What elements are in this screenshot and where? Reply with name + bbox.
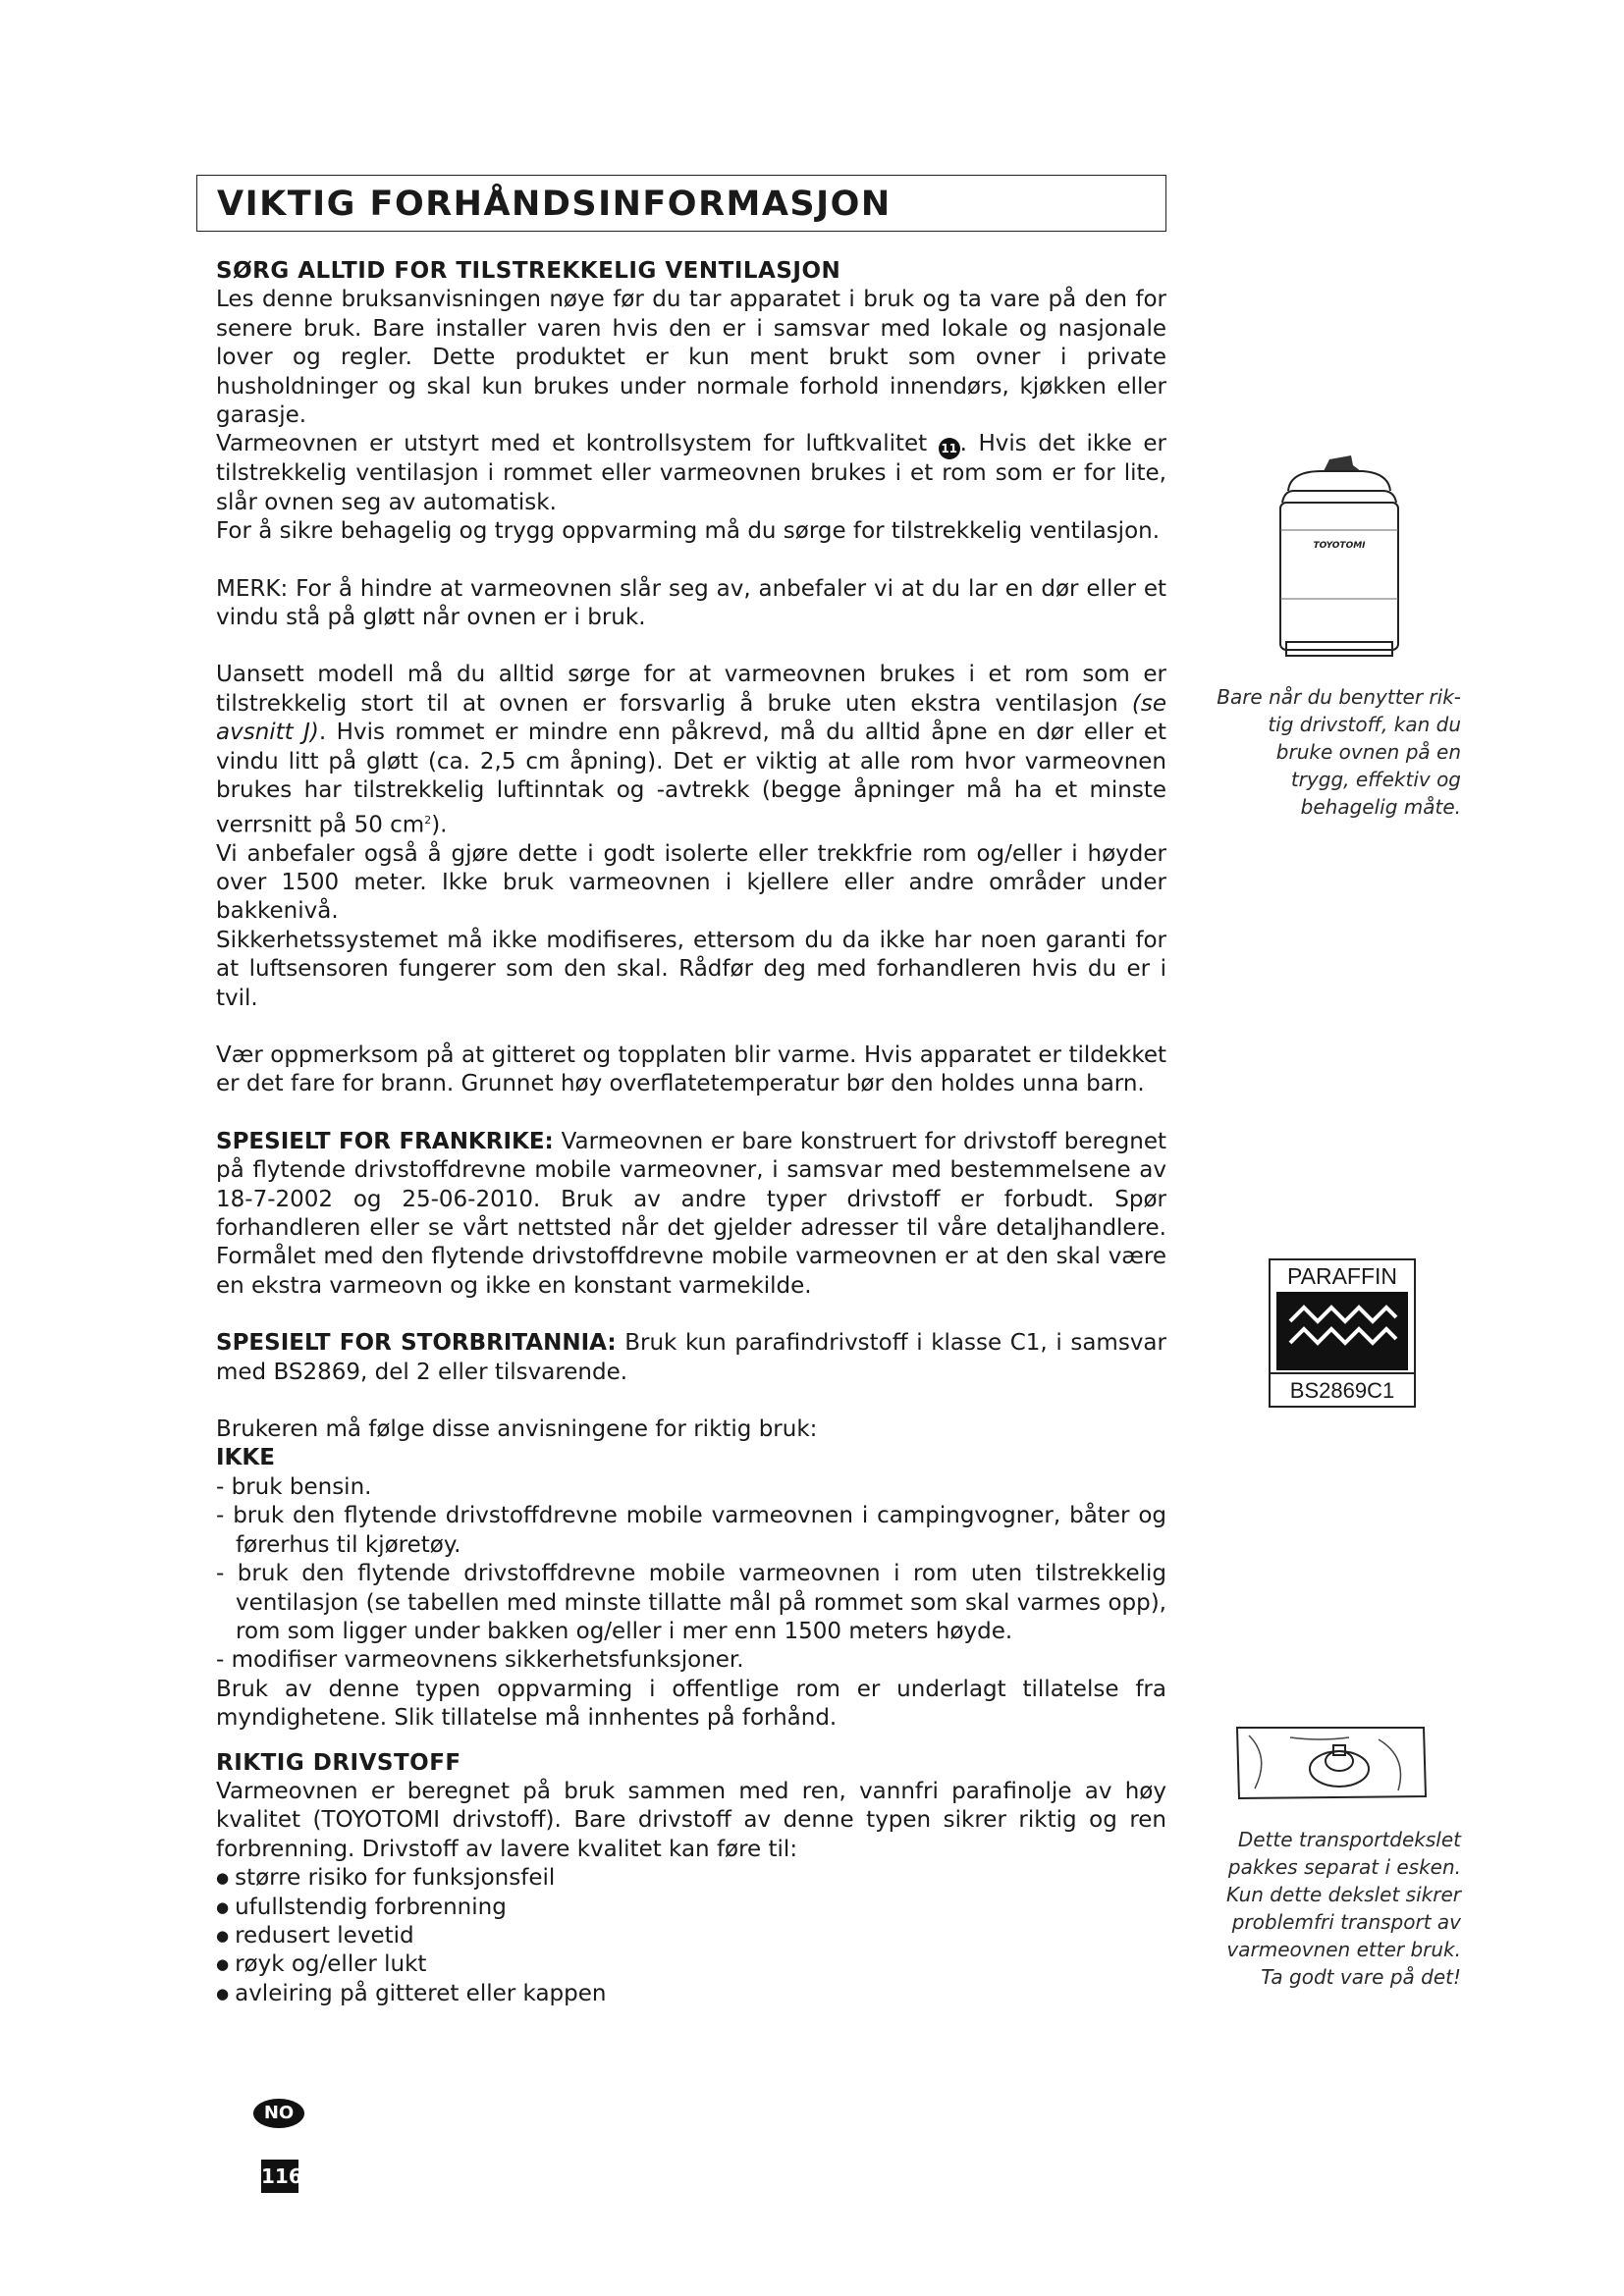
caption-line: problemfri transport av	[1231, 1910, 1461, 1934]
paragraph-insulated: Vi anbefaler også å gjøre dette i godt isolerte eller trekkfrie rom og/eller i høyder over 1500 meter. Ikke bruk varmeovnen i kjellere eller andre områder under bakkenivå.	[216, 840, 1166, 925]
paragraph-uk	[216, 1329, 1166, 1387]
paraffin-standard: BS2869C1	[1271, 1372, 1414, 1406]
caption-line: behagelig måte.	[1300, 795, 1461, 819]
caption-line: trygg, effektiv og	[1290, 768, 1461, 791]
dont-item: - bruk den flytende drivstoffdrevne mobile varmeovnen i rom uten tilstrekkelig ventilasjon (se tabellen med minste tillatte mål på rommet som skal varmes opp), rom som ligger under bakken og/eller i mer enn 1500 meters høyde.	[216, 1561, 1166, 1644]
title-box	[196, 175, 1166, 232]
paragraph-intro: Les denne bruksanvisningen nøye før du tar apparatet i bruk og ta vare på den for senere bruk. Bare installer varen hvis den er i samsvar med lokale og nasjonale lover og regler. Dette produktet er kun ment brukt som ovner i private husholdninger og skal kun brukes under normale forhold innendørs, kjøkken eller garasje.	[216, 287, 1166, 429]
air-quality-text-b: . Hvis det ikke er tilstrekkelig ventilasjon i rommet eller varmeovnen brukes i et rom som er for lite, slår ovnen seg av automatisk.	[216, 431, 1166, 515]
uk-text: Bruk kun parafindrivstoff i klasse C1, i samsvar med BS2869, del 2 eller tilsvarende.	[216, 1330, 1166, 1385]
fuel-bullet: ● røyk og/eller lukt	[216, 1950, 1166, 1979]
paraffin-label: PARAFFIN	[1286, 1263, 1398, 1289]
transport-cover-icon	[1231, 1718, 1432, 1806]
paragraph-ventilation: For å sikre behagelig og trygg oppvarming må du sørge for tilstrekkelig ventilasjon.	[216, 518, 1161, 545]
dont-item: - bruk den flytende drivstoffdrevne mobile varmeovnen i campingvogner, båter og førerhus til kjøretøy.	[216, 1503, 1166, 1558]
caption-line: varmeovnen etter bruk.	[1226, 1938, 1461, 1961]
flame-wave-icon	[1276, 1292, 1408, 1370]
language-badge: NO	[253, 2099, 304, 2128]
canister-brand: TOYOTOMI	[1313, 541, 1366, 551]
fuel-bullet: ● større risiko for funksjonsfeil	[216, 1864, 1166, 1893]
fuel-bullet: ● avleiring på gitteret eller kappen	[216, 1980, 1166, 2008]
room-size-sup: 2	[424, 813, 432, 827]
room-size-text-c: ).	[431, 812, 448, 838]
caption-line: pakkes separat i esken.	[1227, 1855, 1461, 1879]
paragraph-public-rooms: Bruk av denne typen oppvarming i offentlige rom er underlagt tillatelse fra myndighetene. Slik tillatelse må innhentes på forhånd.	[216, 1676, 1166, 1732]
note-merk: MERK: For å hindre at varmeovnen slår seg av, anbefaler vi at du lar en dør eller et vindu stå på gløtt når ovnen er i bruk.	[216, 575, 1166, 631]
france-label: SPESIELT FOR FRANKRIKE:	[216, 1128, 554, 1154]
caption-line: Dette transportdekslet	[1237, 1828, 1461, 1851]
canister-caption	[1159, 683, 1461, 821]
fuel-bullet: ● redusert levetid	[216, 1922, 1166, 1950]
user-intro: Brukeren må følge disse anvisningene for riktig bruk:	[216, 1416, 818, 1443]
paragraph-safety-system: Sikkerhetssystemet må ikke modifiseres, ettersom du da ikke har noen garanti for at luftsensoren fungerer som den skal. Rådfør deg med forhandleren hvis du er i tvil.	[216, 927, 1166, 1011]
ikke-heading: IKKE	[216, 1445, 275, 1471]
dont-item: - bruk bensin.	[216, 1473, 372, 1500]
fuel-canister-icon	[1272, 452, 1404, 660]
caption-line: Kun dette dekslet sikrer	[1225, 1883, 1461, 1906]
room-size-text-a: Uansett modell må du alltid sørge for at varmeovnen brukes i et rom som er tilstrekkelig stort til at ovnen er forsvarlig å bruke uten ekstra ventilasjon	[216, 662, 1166, 717]
page-title: VIKTIG FORHÅNDSINFORMASJON	[217, 185, 892, 224]
fuel-text: Varmeovnen er beregnet på bruk sammen med ren, vannfri parafinolje av høy kvalitet (TOYOTOMI drivstoff). Bare drivstoff av denne typen sikrer riktig og ren forbrenning. Drivstoff av lavere kvalitet kan føre til:	[216, 1778, 1166, 1862]
room-size-text-b: . Hvis rommet er mindre enn påkrevd, må du alltid åpne en dør eller et vindu litt på gløtt (ca. 2,5 cm åpning). Det er viktig at alle rom hvor varmeovnen brukes har tilstrekkelig luftinntak og -avtrekk (begge åpninger må ha et minste verrsnitt på 50 cm	[216, 720, 1166, 838]
fuel-bullet: ● ufullstendig forbrenning	[216, 1894, 1166, 1922]
caption-line: Bare når du benytter rik-	[1217, 685, 1461, 709]
main-text	[216, 257, 1166, 2008]
caption-line: bruke ovnen på en	[1275, 740, 1461, 764]
paraffin-badge	[1269, 1258, 1416, 1408]
dont-item: - modifiser varmeovnens sikkerhetsfunksjoner.	[216, 1647, 744, 1674]
paragraph-france	[216, 1128, 1166, 1301]
caption-line: Ta godt vare på det!	[1261, 1965, 1461, 1989]
ventilation-heading: SØRG ALLTID FOR TILSTREKKELIG VENTILASJON	[216, 258, 841, 284]
air-quality-text-a: Varmeovnen er utstyrt med et kontrollsystem for luftkvalitet	[216, 431, 939, 457]
fuel-heading: RIKTIG DRIVSTOFF	[216, 1749, 461, 1776]
paragraph-hot-surface: Vær oppmerksom på at gitteret og topplaten blir varme. Hvis apparatet er tildekket er det fare for brann. Grunnet høy overflatetemperatur bør den holdes unna barn.	[216, 1042, 1166, 1097]
page-number: 116	[261, 2160, 298, 2193]
paragraph-room-size	[216, 661, 1166, 839]
cover-caption	[1159, 1826, 1461, 1991]
caption-line: tig drivstoff, kan du	[1268, 713, 1461, 736]
reference-marker-icon: 11	[939, 438, 960, 459]
france-text: Varmeovnen er bare konstruert for drivstoff beregnet på flytende drivstoffdrevne mobile varmeovner, i samsvar med bestemmelsene av 18-7-2002 og 25-06-2010. Bruk av andre typer drivstoff er forbudt. Spør forhandleren eller se vårt nettsted når det gjelder adresser til våre detaljhandlere. Formålet med den flytende drivstoffdrevne mobile varmeovnen er at den skal være en ekstra varmeovn og ikke en konstant varmekilde.	[216, 1128, 1166, 1299]
room-size-ref: (se avsnitt J)	[216, 690, 1166, 746]
uk-label: SPESIELT FOR STORBRITANNIA:	[216, 1330, 617, 1357]
paragraph-air-quality	[216, 430, 1166, 517]
